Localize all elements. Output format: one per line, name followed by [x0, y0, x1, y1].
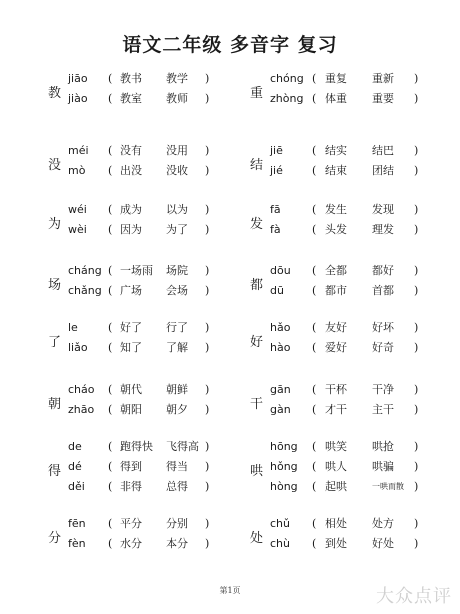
example-word: 起哄 — [325, 480, 347, 493]
pinyin-line — [270, 319, 445, 337]
example-word: 好处 — [372, 537, 394, 550]
pinyin: méi — [68, 144, 89, 157]
close-paren: ) — [414, 203, 419, 216]
pinyin: dū — [270, 284, 284, 297]
polyphone-character: 好 — [250, 335, 264, 350]
pinyin: cháng — [68, 264, 102, 277]
open-paren: ( — [312, 72, 317, 85]
example-word: 重新 — [372, 72, 394, 85]
pinyin-line — [270, 162, 445, 180]
pinyin: hào — [270, 341, 291, 354]
close-paren: ) — [205, 164, 210, 177]
pinyin: jiē — [270, 144, 283, 157]
example-word: 干净 — [372, 383, 394, 396]
example-word: 一场雨 — [120, 264, 153, 277]
open-paren: ( — [108, 480, 113, 493]
open-paren: ( — [312, 517, 317, 530]
close-paren: ) — [414, 223, 419, 236]
pinyin-line — [270, 221, 445, 239]
example-word: 发现 — [372, 203, 394, 216]
close-paren: ) — [414, 72, 419, 85]
pinyin-line — [270, 142, 445, 160]
pinyin-line — [68, 201, 215, 219]
example-word: 好了 — [120, 321, 142, 334]
example-word: 广场 — [120, 284, 142, 297]
pinyin: jiāo — [68, 72, 88, 85]
close-paren: ) — [205, 144, 210, 157]
polyphone-character: 处 — [250, 531, 264, 546]
example-word: 都市 — [325, 284, 347, 297]
pinyin: liǎo — [68, 341, 88, 354]
pinyin-line — [270, 201, 445, 219]
pinyin-line — [270, 478, 445, 496]
open-paren: ( — [312, 537, 317, 550]
example-word: 平分 — [120, 517, 142, 530]
example-word: 哄抢 — [372, 440, 394, 453]
pinyin-line — [68, 262, 215, 280]
close-paren: ) — [414, 517, 419, 530]
close-paren: ) — [414, 144, 419, 157]
pinyin: zhāo — [68, 403, 95, 416]
pinyin: děi — [68, 480, 85, 493]
pinyin: dōu — [270, 264, 291, 277]
open-paren: ( — [312, 440, 317, 453]
open-paren: ( — [108, 321, 113, 334]
pinyin: fā — [270, 203, 281, 216]
example-word: 到处 — [325, 537, 347, 550]
close-paren: ) — [205, 403, 210, 416]
example-word: 教学 — [166, 72, 188, 85]
polyphone-character: 为 — [48, 217, 62, 232]
open-paren: ( — [108, 164, 113, 177]
example-word: 跑得快 — [120, 440, 153, 453]
example-word: 教师 — [166, 92, 188, 105]
polyphone-character: 得 — [48, 464, 62, 479]
open-paren: ( — [108, 92, 113, 105]
open-paren: ( — [312, 321, 317, 334]
open-paren: ( — [312, 383, 317, 396]
example-word: 本分 — [166, 537, 188, 550]
pinyin: hòng — [270, 480, 298, 493]
open-paren: ( — [312, 341, 317, 354]
close-paren: ) — [414, 537, 419, 550]
example-word: 场院 — [166, 264, 188, 277]
open-paren: ( — [108, 203, 113, 216]
polyphone-character: 教 — [48, 86, 62, 101]
close-paren: ) — [205, 264, 210, 277]
example-word: 朝代 — [120, 383, 142, 396]
open-paren: ( — [108, 403, 113, 416]
open-paren: ( — [108, 341, 113, 354]
open-paren: ( — [108, 537, 113, 550]
example-word: 会场 — [166, 284, 188, 297]
example-word: 都好 — [372, 264, 394, 277]
polyphone-character: 发 — [250, 217, 264, 232]
pinyin-line — [270, 262, 445, 280]
example-word: 发生 — [325, 203, 347, 216]
example-word: 全都 — [325, 264, 347, 277]
pinyin-line — [270, 535, 445, 553]
close-paren: ) — [205, 460, 210, 473]
pinyin-line — [68, 515, 215, 533]
pinyin: wèi — [68, 223, 87, 236]
open-paren: ( — [312, 223, 317, 236]
close-paren: ) — [205, 321, 210, 334]
example-word: 成为 — [120, 203, 142, 216]
open-paren: ( — [108, 440, 113, 453]
polyphone-character: 了 — [48, 335, 62, 350]
pinyin: mò — [68, 164, 86, 177]
page-footer: 第1页 — [219, 586, 241, 595]
pinyin: dé — [68, 460, 82, 473]
pinyin: gàn — [270, 403, 291, 416]
polyphone-character: 重 — [250, 86, 264, 101]
close-paren: ) — [205, 284, 210, 297]
example-word: 重要 — [372, 92, 394, 105]
example-word: 体重 — [325, 92, 347, 105]
pinyin: jié — [270, 164, 283, 177]
example-word: 干杯 — [325, 383, 347, 396]
example-word: 团结 — [372, 164, 394, 177]
close-paren: ) — [205, 537, 210, 550]
example-word: 好坏 — [372, 321, 394, 334]
open-paren: ( — [108, 144, 113, 157]
pinyin: fèn — [68, 537, 86, 550]
pinyin-line — [68, 162, 215, 180]
pinyin-line — [68, 535, 215, 553]
close-paren: ) — [414, 164, 419, 177]
polyphone-character: 干 — [250, 397, 264, 412]
pinyin-line — [270, 401, 445, 419]
example-word: 了解 — [166, 341, 188, 354]
polyphone-character: 哄 — [250, 464, 264, 479]
pinyin-line — [68, 221, 215, 239]
example-word: 哄骗 — [372, 460, 394, 473]
page-title: 语文二年级 多音字 复习 — [122, 34, 338, 56]
pinyin: fēn — [68, 517, 86, 530]
pinyin: zhòng — [270, 92, 304, 105]
pinyin: jiào — [68, 92, 88, 105]
open-paren: ( — [108, 517, 113, 530]
example-word: 以为 — [166, 203, 188, 216]
open-paren: ( — [108, 383, 113, 396]
close-paren: ) — [205, 517, 210, 530]
pinyin: fà — [270, 223, 281, 236]
close-paren: ) — [414, 341, 419, 354]
polyphone-character: 都 — [250, 278, 264, 293]
close-paren: ) — [205, 223, 210, 236]
example-word: 结束 — [325, 164, 347, 177]
pinyin-line — [270, 458, 445, 476]
pinyin: hǒng — [270, 460, 298, 473]
close-paren: ) — [205, 383, 210, 396]
pinyin-line — [270, 70, 445, 88]
example-word: 因为 — [120, 223, 142, 236]
pinyin-line — [270, 90, 445, 108]
close-paren: ) — [414, 264, 419, 277]
open-paren: ( — [108, 460, 113, 473]
open-paren: ( — [312, 264, 317, 277]
example-word: 才干 — [325, 403, 347, 416]
pinyin-line — [270, 381, 445, 399]
polyphone-character: 朝 — [48, 397, 62, 412]
example-word: 相处 — [325, 517, 347, 530]
close-paren: ) — [205, 440, 210, 453]
example-word: 理发 — [372, 223, 394, 236]
close-paren: ) — [414, 92, 419, 105]
example-word: 行了 — [166, 321, 188, 334]
close-paren: ) — [414, 460, 419, 473]
polyphone-character: 结 — [250, 158, 264, 173]
pinyin: hōng — [270, 440, 298, 453]
pinyin: le — [68, 321, 78, 334]
open-paren: ( — [312, 480, 317, 493]
pinyin: cháo — [68, 383, 95, 396]
example-word: 朝鲜 — [166, 383, 188, 396]
example-word: 首都 — [372, 284, 394, 297]
open-paren: ( — [312, 460, 317, 473]
example-word: 非得 — [120, 480, 142, 493]
pinyin: hǎo — [270, 321, 291, 334]
example-word: 爱好 — [325, 341, 347, 354]
open-paren: ( — [312, 144, 317, 157]
example-word: 总得 — [166, 480, 188, 493]
open-paren: ( — [108, 264, 113, 277]
example-word: 友好 — [325, 321, 347, 334]
pinyin-line — [270, 438, 445, 456]
example-word: 为了 — [166, 223, 188, 236]
open-paren: ( — [312, 92, 317, 105]
close-paren: ) — [205, 72, 210, 85]
pinyin-line — [68, 339, 215, 357]
example-word: 飞得高 — [166, 440, 199, 453]
close-paren: ) — [414, 383, 419, 396]
polyphone-character: 没 — [48, 158, 62, 173]
close-paren: ) — [205, 92, 210, 105]
example-word: 处方 — [372, 517, 394, 530]
example-word: 朝阳 — [120, 403, 142, 416]
example-word: 分别 — [166, 517, 188, 530]
watermark: 大众点评 — [376, 586, 452, 607]
close-paren: ) — [414, 321, 419, 334]
open-paren: ( — [108, 284, 113, 297]
example-word: 教书 — [120, 72, 142, 85]
close-paren: ) — [414, 440, 419, 453]
pinyin: chǎng — [68, 284, 102, 297]
close-paren: ) — [205, 480, 210, 493]
pinyin-line — [68, 142, 215, 160]
pinyin-line — [68, 458, 215, 476]
pinyin-line — [68, 478, 215, 496]
close-paren: ) — [414, 480, 419, 493]
example-word: 教室 — [120, 92, 142, 105]
example-word: 哄人 — [325, 460, 347, 473]
open-paren: ( — [108, 223, 113, 236]
example-word: 主干 — [372, 403, 394, 416]
pinyin-line — [270, 515, 445, 533]
open-paren: ( — [108, 72, 113, 85]
example-word: 没收 — [166, 164, 188, 177]
pinyin: chù — [270, 537, 290, 550]
pinyin-line — [270, 339, 445, 357]
example-word: 得到 — [120, 460, 142, 473]
pinyin-line — [68, 401, 215, 419]
pinyin-line — [68, 319, 215, 337]
example-word: 朝夕 — [166, 403, 188, 416]
pinyin-line — [68, 90, 215, 108]
pinyin: chǔ — [270, 517, 290, 530]
open-paren: ( — [312, 164, 317, 177]
pinyin-line — [68, 438, 215, 456]
pinyin: de — [68, 440, 82, 453]
close-paren: ) — [414, 284, 419, 297]
example-word: 一哄而散 — [372, 482, 404, 491]
polyphone-character: 场 — [48, 278, 62, 293]
close-paren: ) — [205, 341, 210, 354]
right-column — [230, 0, 460, 614]
open-paren: ( — [312, 403, 317, 416]
example-word: 好奇 — [372, 341, 394, 354]
example-word: 知了 — [120, 341, 142, 354]
example-word: 出没 — [120, 164, 142, 177]
example-word: 结巴 — [372, 144, 394, 157]
open-paren: ( — [312, 203, 317, 216]
pinyin: gān — [270, 383, 291, 396]
pinyin-line — [68, 70, 215, 88]
pinyin-line — [68, 381, 215, 399]
example-word: 没有 — [120, 144, 142, 157]
pinyin-line — [270, 282, 445, 300]
pinyin: wéi — [68, 203, 87, 216]
example-word: 没用 — [166, 144, 188, 157]
example-word: 结实 — [325, 144, 347, 157]
polyphone-character: 分 — [48, 531, 62, 546]
open-paren: ( — [312, 284, 317, 297]
example-word: 哄笑 — [325, 440, 347, 453]
pinyin-line — [68, 282, 215, 300]
example-word: 水分 — [120, 537, 142, 550]
example-word: 重复 — [325, 72, 347, 85]
example-word: 头发 — [325, 223, 347, 236]
close-paren: ) — [414, 403, 419, 416]
example-word: 得当 — [166, 460, 188, 473]
pinyin: chóng — [270, 72, 304, 85]
close-paren: ) — [205, 203, 210, 216]
